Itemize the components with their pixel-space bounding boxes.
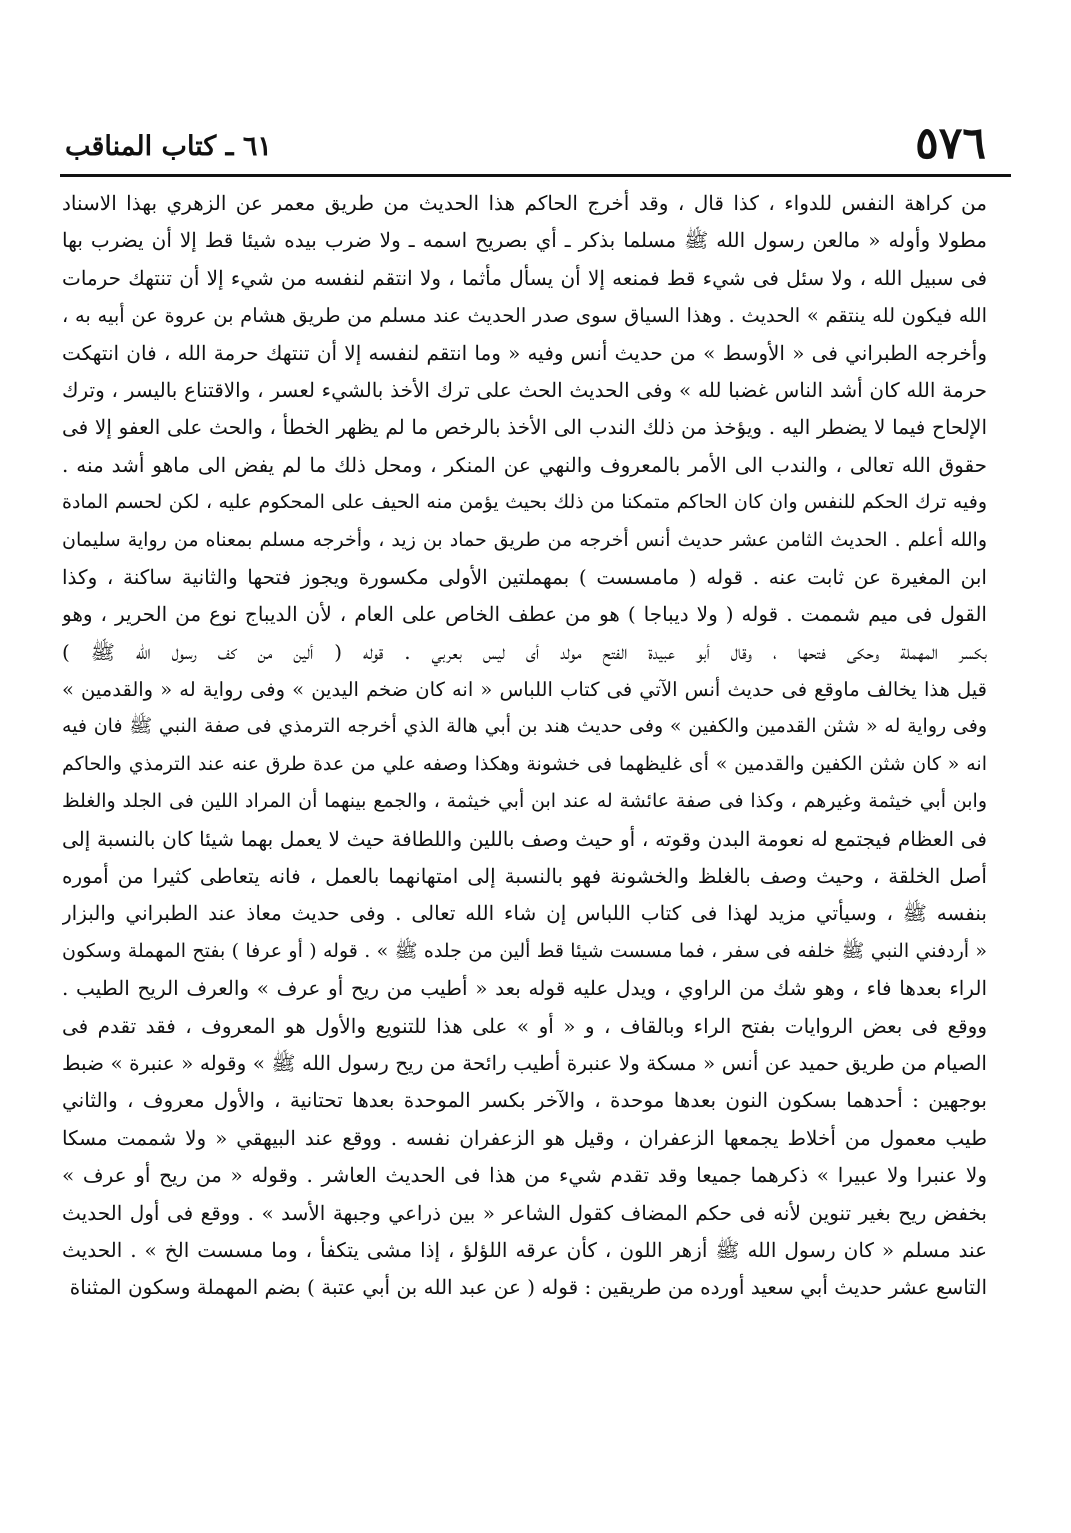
text-line: وابن أبي خيثمة وغيرهم ، وكذا فى صفة عائشة له عند ابن أبي خيثمة ، والجمع بينهما أن المراد اللين فى الجلد والغلظ bbox=[62, 790, 987, 813]
text-line: الله فيكون لله ينتقم » الحديث . وهذا السياق سوى صدر الحديث عند مسلم من طريق هشام بن عروة عن أبيه به ، bbox=[62, 304, 987, 328]
page-header bbox=[60, 100, 1011, 180]
text-line: وفيه ترك الحكم للنفس وان كان الحاكم متمكنا من ذلك بحيث يؤمن منه الحيف على المحكوم عليه ، لكن لحسم المادة bbox=[62, 491, 987, 514]
text-line: مطولا وأوله « مالعن رسول الله ﷺ مسلما بذكر ـ أي بصريح اسمه ـ ولا ضرب بيده شيئا قط إلا أن يضرب بها bbox=[62, 228, 987, 253]
text-line: التاسع عشر حديث أبي سعيد أورده من طريقين : قوله ( عن عبد الله بن أبي عتبة ) بضم المهملة وسكون المثناة bbox=[69, 1275, 987, 1300]
text-line: الراء بعدها فاء ، وهو شك من الراوي ، ويدل عليه قوله بعد « أطيب من ريح أو عرف » والعرف الريح الطيب . bbox=[62, 976, 987, 1001]
text-line: ووقع فى بعض الروايات بفتح الراء وبالقاف ، و « أو » على هذا للتنويع والأول هو المعروف ، فقد تقدم فى bbox=[62, 1013, 987, 1038]
text-line: حرمة الله كان أشد الناس غضبا لله » وفى الحديث الحث على ترك الأخذ بالشيء لعسر ، والاقتناع باليسر ، وترك bbox=[62, 377, 987, 402]
page-number: ٥٧٦ bbox=[915, 118, 986, 169]
text-line: طيب معمول من أخلاط يجمعها الزعفران ، وقيل هو الزعفران نفسه . ووقع عند البيهقي « ولا شممت مسكا bbox=[62, 1125, 987, 1150]
text-line: بوجهين : أحدهما بسكون النون بعدها موحدة ، والآخر بكسر الموحدة بعدها تحتانية ، والأول معروف ، والثاني bbox=[62, 1088, 987, 1113]
text-line: ابن المغيرة عن ثابت عنه . قوله ( مامسست ) بمهملتين الأولى مكسورة ويجوز فتحها والثانية ساكنة ، وكذا bbox=[62, 564, 987, 589]
text-line: فى العظام فيجتمع له نعومة البدن وقوته ، أو حيث وصف باللين واللطافة حيث لا يعمل بهما شيئا كان بالنسبة إلى bbox=[62, 826, 987, 851]
text-line: بنفسه ﷺ ، وسيأتي مزيد لهذا فى كتاب اللباس إن شاء الله تعالى . وفى حديث معاذ عند الطبراني والبزار bbox=[62, 901, 987, 926]
header-rule bbox=[60, 174, 1011, 177]
text-line: حقوق الله تعالى ، والندب الى الأمر بالمعروف والنهي عن المنكر ، ومحل ذلك ما لم يفض الى ماهو أشد منه . bbox=[62, 452, 987, 477]
text-line: الصيام من طريق حميد عن أنس « مسكة ولا عنبرة أطيب رائحة من ريح رسول الله ﷺ » وقوله « عنبرة » ضبط bbox=[62, 1050, 987, 1075]
text-line: ولا عنبرا ولا عبيرا » ذكرهما جميعا وقد تقدم شيء من هذا فى الحديث العاشر . وقوله « من ريح أو عرف » bbox=[62, 1163, 987, 1188]
body-text bbox=[62, 185, 987, 1307]
running-title: ٦١ ـ كتاب المناقب bbox=[65, 131, 272, 162]
text-line: وأخرجه الطبراني فى « الأوسط » من حديث أنس وفيه « وما انتقم لنفسه إلا أن تنتهك حرمة الله ، فان انتهكت bbox=[62, 340, 987, 365]
text-line: والله أعلم . الحديث الثامن عشر حديث أنس أخرجه من طريق حماد بن زيد ، وأخرجه مسلم بمعناه من رواية سليمان bbox=[62, 528, 987, 551]
text-line: بكسر المهملة وحكى فتحها ، وقال أبو عبيدة الفتح مولد أى ليس بعربي . قوله ( ألين من كف رسول الله ﷺ ) bbox=[62, 639, 987, 664]
text-line: بخفض ريح بغير تنوين لأنه فى حكم المضاف كقول الشاعر « بين ذراعي وجبهة الأسد » . ووقع فى أول الحديث bbox=[62, 1200, 987, 1225]
text-line: القول فى ميم شممت . قوله ( ولا ديباجا ) هو من عطف الخاص على العام ، لأن الديباج نوع من الحرير ، وهو bbox=[62, 602, 987, 627]
text-line: الإلحاح فيما لا يضطر اليه . ويؤخذ من ذلك الندب الى الأخذ بالرخص ما لم يظهر الخطأ ، والحث على العفو إلا فى bbox=[62, 415, 987, 440]
text-line: أصل الخلقة ، وحيث وصف بالغلظ والخشونة فهو بالنسبة إلى امتهانهما بالعمل ، فانه يتعاطى كثيرا من أموره bbox=[62, 864, 987, 889]
text-line: من كراهة النفس للدواء ، كذا قال ، وقد أخرج الحاكم هذا الحديث من طريق معمر عن الزهري بهذا الاسناد bbox=[62, 191, 987, 215]
text-line: فى سبيل الله ، ولا سئل فى شيء قط فمنعه إلا أن يسأل مأثما ، ولا انتقم لنفسه من شيء إلا أن تنتهك حرمات bbox=[62, 265, 987, 290]
text-line: « أردفني النبي ﷺ خلفه فى سفر ، فما مسست شيئا قط ألين من جلده ﷺ » . قوله ( أو عرفا ) بفتح المهملة وسكون bbox=[62, 939, 987, 962]
text-line: عند مسلم « كان رسول الله ﷺ أزهر اللون ، كأن عرقه اللؤلؤ ، إذا مشى يتكفأ ، وما مسست الخ » . الحديث bbox=[62, 1237, 987, 1262]
text-line: قيل هذا يخالف ماوقع فى حديث أنس الآتي فى كتاب اللباس « انه كان ضخم اليدين » وفى رواية له « والقدمين » bbox=[62, 678, 987, 702]
text-line: وفى رواية له « شثن القدمين والكفين » وفى حديث هند بن أبي هالة الذي أخرجه الترمذي فى صفة النبي ﷺ فان فيه bbox=[62, 715, 987, 738]
text-line: انه « كان شثن الكفين والقدمين » أى غليظهما فى خشونة وهكذا وصفه علي من عدة طرق عنه عند الترمذي والحاكم bbox=[62, 752, 987, 775]
